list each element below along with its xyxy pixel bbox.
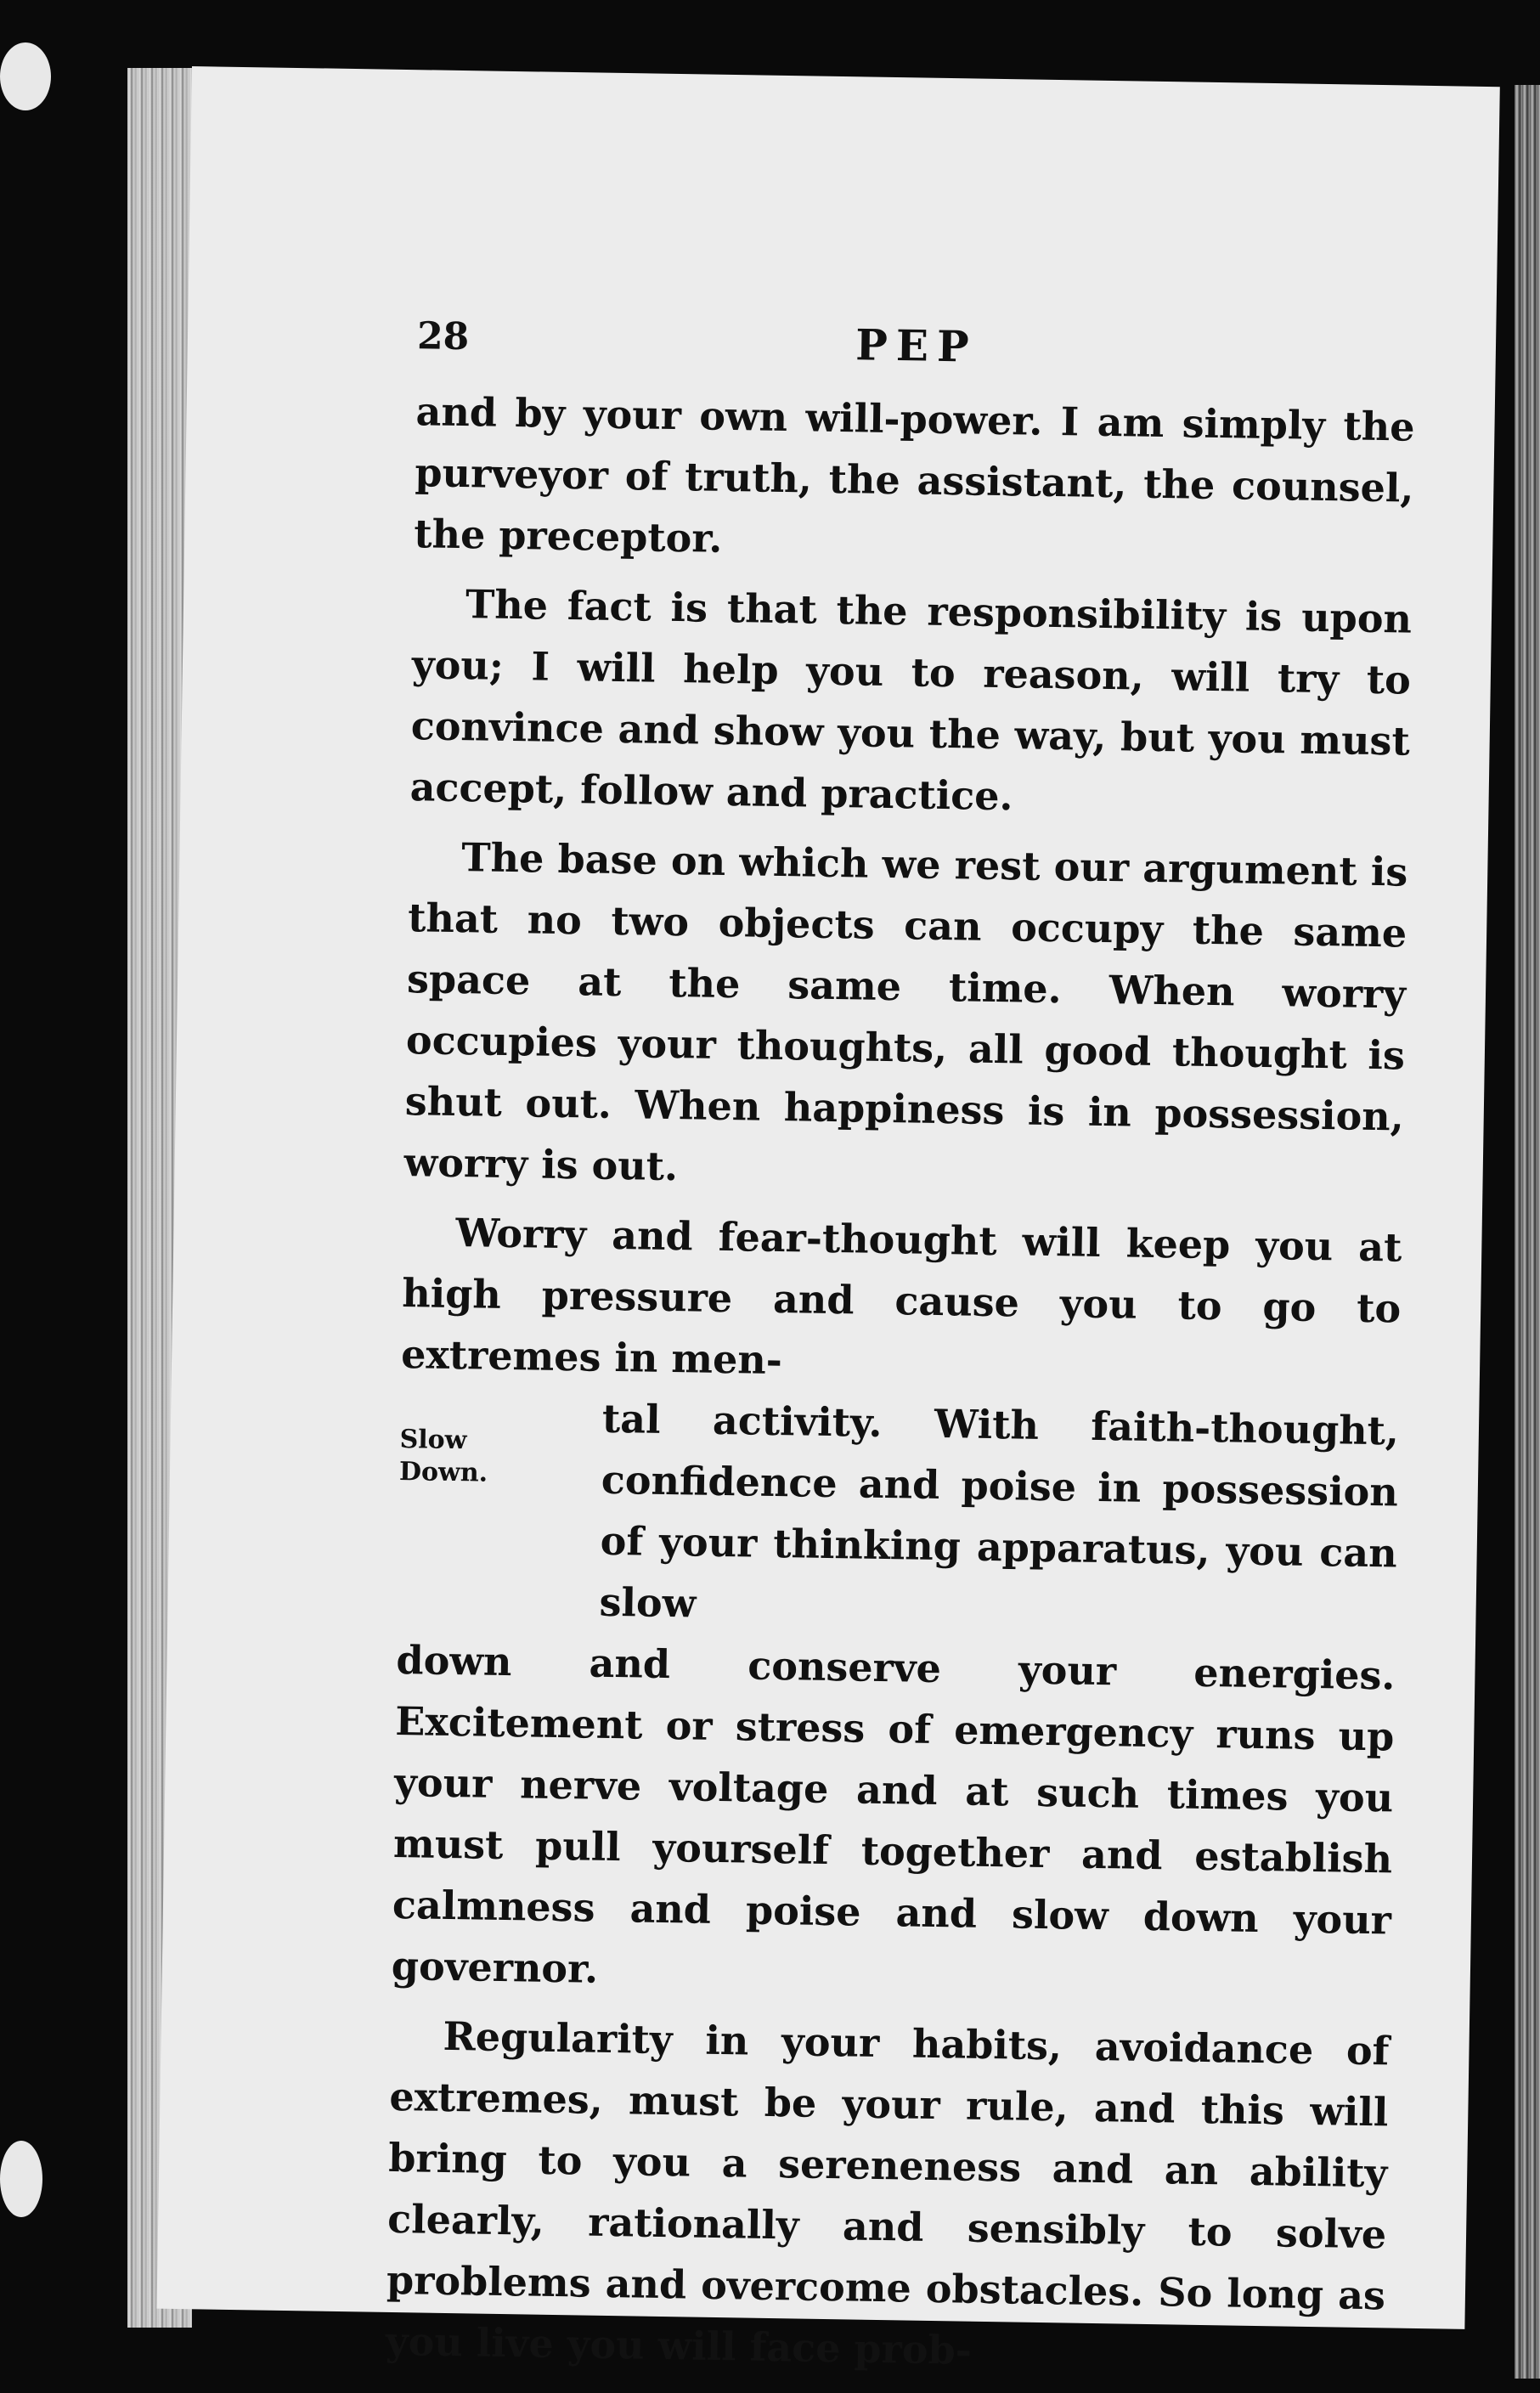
page-number: 28 [416, 314, 470, 359]
book-page [157, 66, 1500, 2373]
page-stack-edge [1515, 85, 1540, 2379]
paragraph-4-rest: down and conserve your energies. Excitement or stress of emergency runs up your nerve voltage and at such times you must pull yourself together and establish calmness and poise and slow down your governor. [391, 1637, 1396, 1992]
paragraph-4 [391, 1201, 1402, 2012]
paragraph-1: and by your own will-power. I am simply the purveyor of truth, the assistant, the counsel, the preceptor. [413, 388, 1415, 562]
paragraph-5: Regularity in your habits, avoidance of extremes, must be your rule, and this will bring to you a sereneness and an ability clearly, rationally and sensibly to solve problems and overcome obstacles. So long as you live you will face prob- [385, 2012, 1390, 2373]
paragraph-4-intro: Worry and fear-thought will keep you at high pressure and cause you to go to extremes in men- [400, 1210, 1402, 1384]
paragraph-2: The fact is that the responsibility is upon you; I will help you to reason, will try to convince and show you the way, but you must accept, follow and practice. [409, 581, 1413, 820]
paragraph-4-side-text: tal activity. With faith-thought, confidence and poise in possession of your thinking apparatus, you can slow [599, 1395, 1400, 1627]
margin-note-line-1: Slow [399, 1425, 467, 1456]
scan-artifact [0, 2141, 42, 2217]
paragraph-3: The base on which we rest our argument is that no two objects can occupy the same space at the same time. When worry occupies your thoughts, all good thought is shut out. When happiness is in possession, worry is out. [403, 834, 1408, 1190]
page-content [385, 70, 1420, 2393]
sidenote-block [397, 1385, 1399, 1645]
scan-artifact [0, 42, 51, 110]
margin-note-line-2: Down. [398, 1457, 488, 1488]
page-header [416, 306, 1416, 389]
margin-note [399, 1385, 603, 1492]
running-head: PEP [855, 319, 979, 372]
